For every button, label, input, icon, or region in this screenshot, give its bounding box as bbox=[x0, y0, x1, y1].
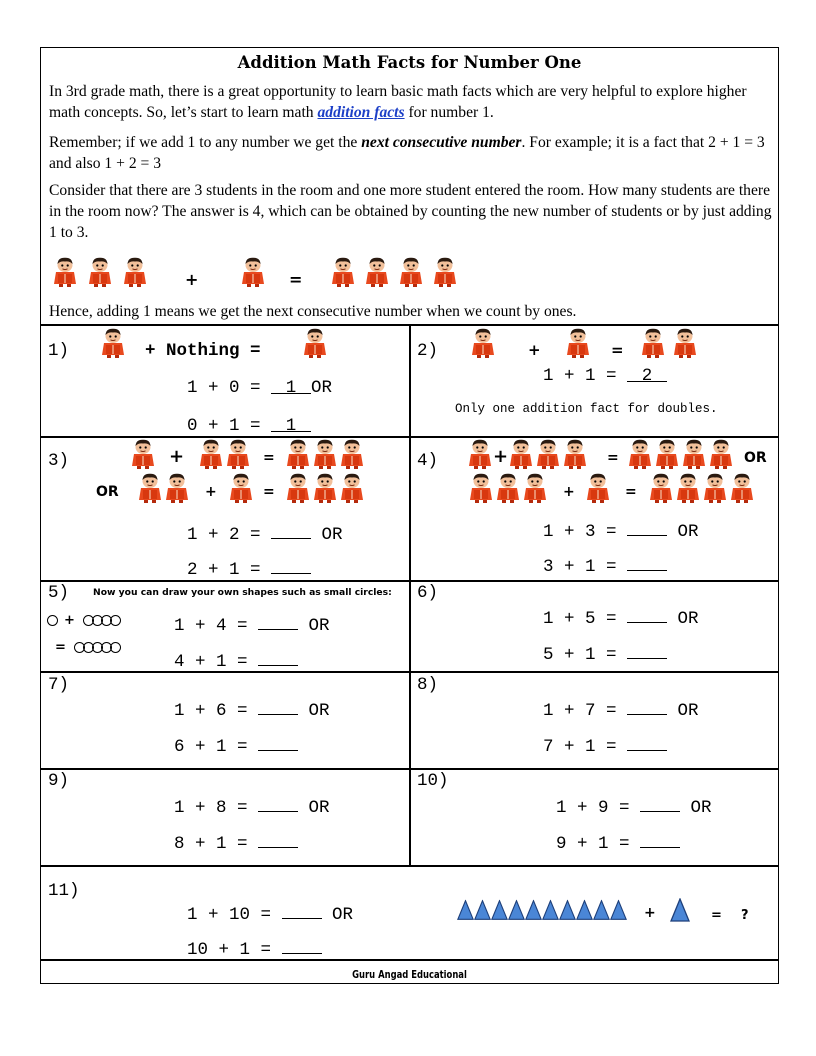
answer-blank[interactable] bbox=[258, 832, 298, 848]
triangle-icon bbox=[474, 898, 491, 922]
student-icon bbox=[313, 439, 337, 469]
student-icon bbox=[241, 257, 265, 287]
student-icon bbox=[433, 257, 457, 287]
answer-blank[interactable]: 1 bbox=[271, 378, 311, 394]
student-icon bbox=[340, 439, 364, 469]
answer-blank[interactable] bbox=[627, 555, 667, 571]
equation-text: 6 + 1 = bbox=[174, 737, 259, 757]
intro-paragraph-1 bbox=[49, 81, 775, 123]
student-icon bbox=[563, 439, 587, 469]
problem-number: 2) bbox=[417, 341, 439, 361]
equation-1 bbox=[187, 523, 343, 545]
page-title: Addition Math Facts for Number One bbox=[237, 53, 582, 72]
student-icon bbox=[123, 257, 147, 287]
publisher-footer: Guru Angad Educational bbox=[352, 968, 467, 981]
equation-text: 0 + 1 = bbox=[187, 416, 272, 436]
equals-sign: = bbox=[611, 341, 624, 359]
equation-2 bbox=[543, 643, 667, 665]
answer-blank[interactable] bbox=[258, 614, 298, 630]
grid-column-divider bbox=[409, 325, 411, 866]
student-icon bbox=[649, 473, 673, 503]
equation-text: 3 + 1 = bbox=[543, 557, 628, 577]
or-label: OR bbox=[308, 616, 330, 636]
answer-blank[interactable] bbox=[258, 699, 298, 715]
equals-sign: = bbox=[289, 270, 303, 289]
answer-blank[interactable] bbox=[282, 938, 322, 954]
student-icon bbox=[399, 257, 423, 287]
intro-text: Remember; if we add 1 to any number we get the bbox=[49, 134, 362, 151]
equation-1 bbox=[543, 699, 699, 721]
problem-number: 6) bbox=[417, 583, 439, 603]
or-label: OR bbox=[677, 701, 699, 721]
student-icon bbox=[641, 328, 665, 358]
student-icon bbox=[682, 439, 706, 469]
equals-sign: = bbox=[263, 450, 275, 466]
plus-sign: + bbox=[205, 484, 217, 500]
equals-sign: = bbox=[711, 908, 722, 923]
equation-1 bbox=[174, 614, 330, 636]
equation-text: 1 + 6 = bbox=[174, 701, 259, 721]
answer-blank[interactable] bbox=[258, 735, 298, 751]
or-label: OR bbox=[96, 484, 119, 500]
student-icon bbox=[703, 473, 727, 503]
answer-blank[interactable] bbox=[627, 520, 667, 536]
or-label: OR bbox=[308, 798, 330, 818]
or-label: OR bbox=[677, 609, 699, 629]
answer-blank[interactable]: 2 bbox=[627, 366, 667, 382]
problem-number: 5) bbox=[48, 583, 70, 603]
student-icon bbox=[340, 473, 364, 503]
student-icon bbox=[365, 257, 389, 287]
student-icon bbox=[655, 439, 679, 469]
equation-text: 8 + 1 = bbox=[174, 834, 259, 854]
equation-1 bbox=[556, 796, 712, 818]
answer-blank[interactable] bbox=[640, 796, 680, 812]
equation-text: 7 + 1 = bbox=[543, 737, 628, 757]
problem-number: 7) bbox=[48, 675, 70, 695]
worksheet bbox=[40, 47, 779, 984]
question-mark: ? bbox=[741, 908, 749, 923]
problem-number: 10) bbox=[417, 771, 449, 791]
triangle-icon bbox=[542, 898, 559, 922]
triangle-icon bbox=[491, 898, 508, 922]
equation-text: 1 + 1 = bbox=[543, 366, 628, 386]
student-icon bbox=[496, 473, 520, 503]
equation-text: 1 + 5 = bbox=[543, 609, 628, 629]
triangle-icon bbox=[559, 898, 576, 922]
student-icon bbox=[471, 328, 495, 358]
equation-text: 1 + 4 = bbox=[174, 616, 259, 636]
equation-text: 1 + 9 = bbox=[556, 798, 641, 818]
triangles-group bbox=[457, 898, 629, 922]
circle-icon bbox=[110, 615, 121, 626]
equals-sign: = bbox=[263, 484, 275, 500]
triangle-icon bbox=[525, 898, 542, 922]
student-icon bbox=[628, 439, 652, 469]
student-icon bbox=[509, 439, 533, 469]
doubles-note: Only one addition fact for doubles. bbox=[455, 402, 718, 416]
or-label: OR bbox=[321, 525, 343, 545]
equation-1 bbox=[543, 607, 699, 629]
student-icon bbox=[586, 473, 610, 503]
student-icon bbox=[131, 439, 155, 469]
problem-number: 11) bbox=[48, 881, 80, 901]
student-icon bbox=[313, 473, 337, 503]
equation-2 bbox=[187, 416, 311, 436]
student-icon bbox=[566, 328, 590, 358]
student-icon bbox=[53, 257, 77, 287]
triangle-icon bbox=[457, 898, 474, 922]
problem-number: 9) bbox=[48, 771, 70, 791]
triangle-icon bbox=[576, 898, 593, 922]
student-icon bbox=[229, 473, 253, 503]
equation-text: 1 + 3 = bbox=[543, 522, 628, 542]
plus-sign: + bbox=[169, 446, 185, 467]
equation-text: 9 + 1 = bbox=[556, 834, 641, 854]
circles-row-1 bbox=[47, 611, 119, 629]
answer-blank[interactable] bbox=[282, 903, 322, 919]
or-label: OR bbox=[308, 701, 330, 721]
answer-blank[interactable] bbox=[627, 735, 667, 751]
or-label: OR bbox=[690, 798, 712, 818]
circles-row-2 bbox=[55, 638, 119, 656]
student-icon bbox=[199, 439, 223, 469]
circle-icon bbox=[47, 615, 58, 626]
answer-blank[interactable] bbox=[258, 650, 298, 666]
triangle-icon bbox=[593, 898, 610, 922]
circle-icon bbox=[110, 642, 121, 653]
triangle-icon bbox=[670, 898, 690, 922]
plus-sign: + bbox=[644, 905, 656, 921]
plus-sign: + bbox=[64, 613, 75, 628]
or-label: OR bbox=[744, 450, 767, 466]
equation-2 bbox=[187, 938, 322, 960]
student-icon bbox=[165, 473, 189, 503]
equation-1 bbox=[543, 366, 667, 386]
equation-text: 1 + 2 = bbox=[187, 525, 272, 545]
equation-2 bbox=[187, 558, 311, 580]
equation-1 bbox=[174, 699, 330, 721]
intro-paragraph-4: Hence, adding 1 means we get the next consecutive number when we count by ones. bbox=[49, 303, 577, 320]
problem-number: 1) bbox=[48, 341, 70, 361]
draw-shapes-hint: Now you can draw your own shapes such as small circles: bbox=[93, 587, 392, 598]
student-icon bbox=[331, 257, 355, 287]
answer-blank[interactable] bbox=[271, 558, 311, 574]
equation-text: 2 + 1 = bbox=[187, 560, 272, 580]
or-label: OR bbox=[677, 522, 699, 542]
answer-blank[interactable] bbox=[627, 643, 667, 659]
intro-text-end: for number 1. bbox=[404, 104, 494, 121]
equation-2 bbox=[543, 555, 667, 577]
intro-text-end: . For example; it is a fact that 2 + 1 = 3 and also 1 + 2 = 3 bbox=[49, 134, 765, 172]
or-label: OR bbox=[311, 378, 333, 398]
student-icon bbox=[709, 439, 733, 469]
equation-1 bbox=[187, 903, 353, 925]
triangle-icon bbox=[508, 898, 525, 922]
grid-divider bbox=[41, 959, 778, 961]
equation-text: 1 + 8 = bbox=[174, 798, 259, 818]
answer-blank[interactable] bbox=[627, 699, 667, 715]
equation-text: 4 + 1 = bbox=[174, 652, 259, 672]
intro-paragraph-2 bbox=[49, 132, 775, 174]
equation-1 bbox=[543, 520, 699, 542]
student-icon bbox=[468, 439, 492, 469]
equation-2 bbox=[174, 650, 298, 672]
equation-text: 1 + 0 = bbox=[187, 378, 272, 398]
equals-sign: = bbox=[55, 640, 66, 655]
student-icon bbox=[303, 328, 327, 358]
student-icon bbox=[730, 473, 754, 503]
emphasis-text: next consecutive number bbox=[361, 134, 522, 151]
equation-1 bbox=[187, 378, 332, 398]
equation-text: 1 + 7 = bbox=[543, 701, 628, 721]
student-icon bbox=[226, 439, 250, 469]
student-icon bbox=[138, 473, 162, 503]
plus-sign: + bbox=[493, 446, 509, 467]
plus-sign: + bbox=[528, 341, 541, 359]
equation-2 bbox=[556, 832, 680, 854]
problem-number: 3) bbox=[48, 451, 70, 471]
plus-nothing-label: + Nothing = bbox=[145, 341, 261, 361]
or-label: OR bbox=[332, 905, 354, 925]
equation-text: 1 + 10 = bbox=[187, 905, 282, 925]
student-icon bbox=[88, 257, 112, 287]
equation-text: 5 + 1 = bbox=[543, 645, 628, 665]
equation-2 bbox=[543, 735, 667, 757]
answer-blank[interactable] bbox=[271, 523, 311, 539]
intro-paragraph-3: Consider that there are 3 students in the room and one more student entered the room. How many students are there in the room now? The answer is 4, which can be obtained by counting the new number of students or by just adding 1 to 3. bbox=[49, 182, 772, 241]
student-icon bbox=[676, 473, 700, 503]
plus-sign: + bbox=[563, 484, 575, 500]
answer-blank[interactable] bbox=[640, 832, 680, 848]
triangle-icon bbox=[610, 898, 627, 922]
addition-facts-link[interactable]: addition facts bbox=[317, 104, 405, 121]
problem-number: 8) bbox=[417, 675, 439, 695]
answer-blank[interactable]: 1 bbox=[271, 416, 311, 432]
student-icon bbox=[469, 473, 493, 503]
answer-blank[interactable] bbox=[258, 796, 298, 812]
equation-2 bbox=[174, 832, 298, 854]
equation-2 bbox=[174, 735, 298, 757]
student-icon bbox=[286, 439, 310, 469]
plus-sign: + bbox=[185, 270, 199, 289]
equals-sign: = bbox=[607, 450, 619, 466]
student-icon bbox=[673, 328, 697, 358]
problem-number: 4) bbox=[417, 451, 439, 471]
student-icon bbox=[536, 439, 560, 469]
student-icon bbox=[101, 328, 125, 358]
intro-text: In 3rd grade math, there is a great opportunity to learn basic math facts which are very helpful to explore higher math concepts. So, let’s start to learn math bbox=[49, 83, 747, 121]
equals-sign: = bbox=[625, 484, 637, 500]
answer-blank[interactable] bbox=[627, 607, 667, 623]
equation-text: 10 + 1 = bbox=[187, 940, 282, 960]
student-icon bbox=[286, 473, 310, 503]
student-icon bbox=[523, 473, 547, 503]
equation-1 bbox=[174, 796, 330, 818]
